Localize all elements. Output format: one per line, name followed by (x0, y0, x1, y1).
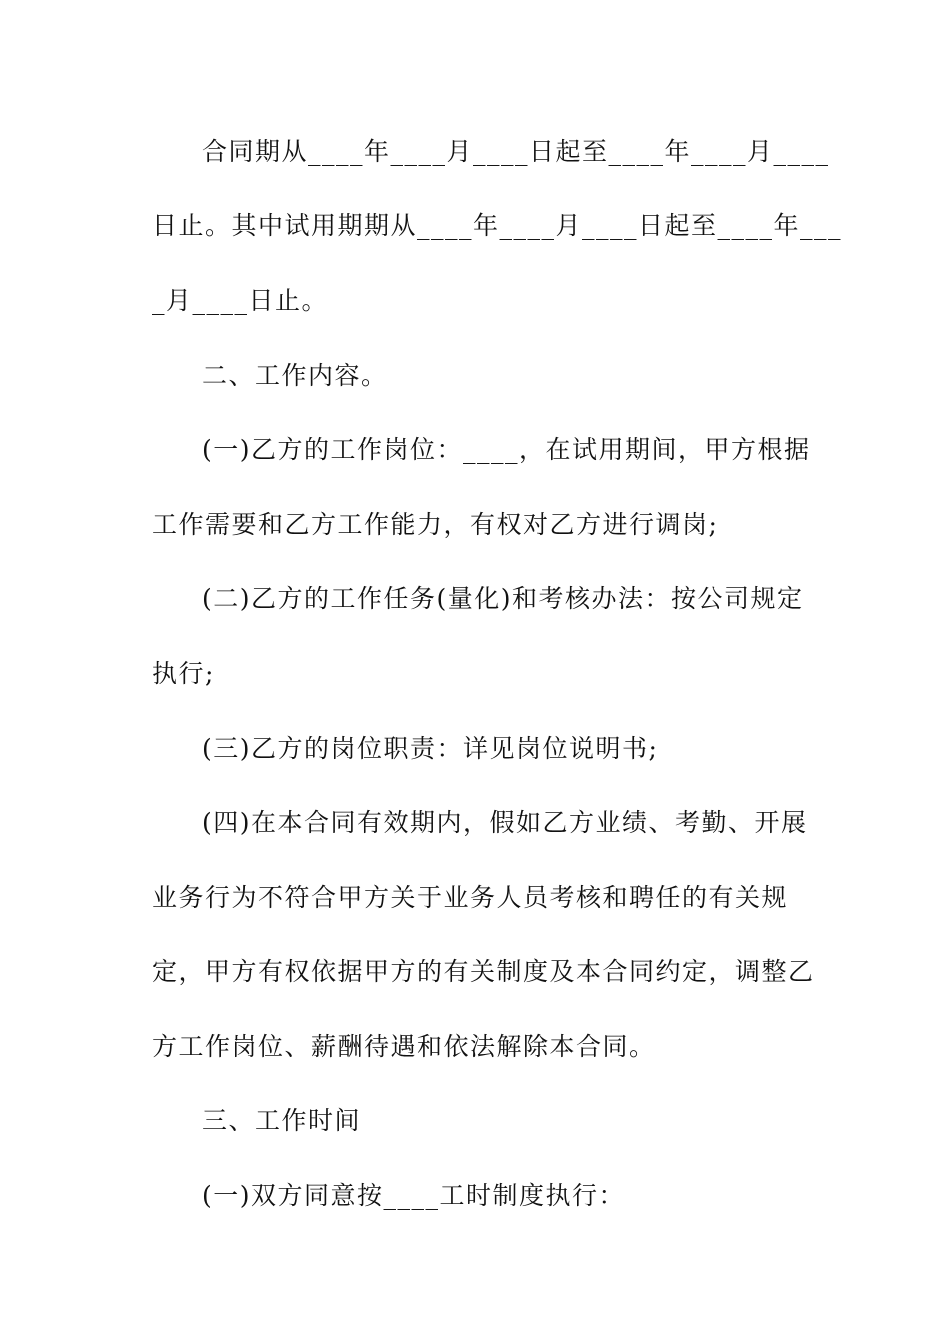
section-heading-work-content: 二、工作内容。 (202, 361, 388, 390)
clause-4-line-3: 定，甲方有权依据甲方的有关制度及本合同约定，调整乙 (152, 957, 815, 986)
contract-period-line-3: _月____日止。 (152, 286, 329, 315)
clause-4-line-4: 方工作岗位、薪酬待遇和依法解除本合同。 (152, 1032, 656, 1061)
clause-4-line-1: (四)在本合同有效期内，假如乙方业绩、考勤、开展 (202, 808, 808, 837)
clause-2-line-1: (二)乙方的工作任务(量化)和考核办法：按公司规定 (202, 584, 804, 613)
clause-1-line-1: (一)乙方的工作岗位：____，在试用期间，甲方根据 (202, 435, 811, 464)
clause-3-line-1: (三)乙方的岗位职责：详见岗位说明书; (202, 734, 659, 763)
contract-period-line-1: 合同期从____年____月____日起至____年____月____ (202, 137, 830, 166)
work-time-clause-1-line-1: (一)双方同意按____工时制度执行： (202, 1181, 626, 1210)
clause-1-line-2: 工作需要和乙方工作能力，有权对乙方进行调岗; (152, 510, 719, 539)
section-heading-work-time: 三、工作时间 (202, 1106, 362, 1135)
clause-4-line-2: 业务行为不符合甲方关于业务人员考核和聘任的有关规 (152, 883, 789, 912)
clause-2-line-2: 执行; (152, 659, 215, 688)
contract-period-line-2: 日止。其中试用期期从____年____月____日起至____年___ (152, 211, 843, 240)
